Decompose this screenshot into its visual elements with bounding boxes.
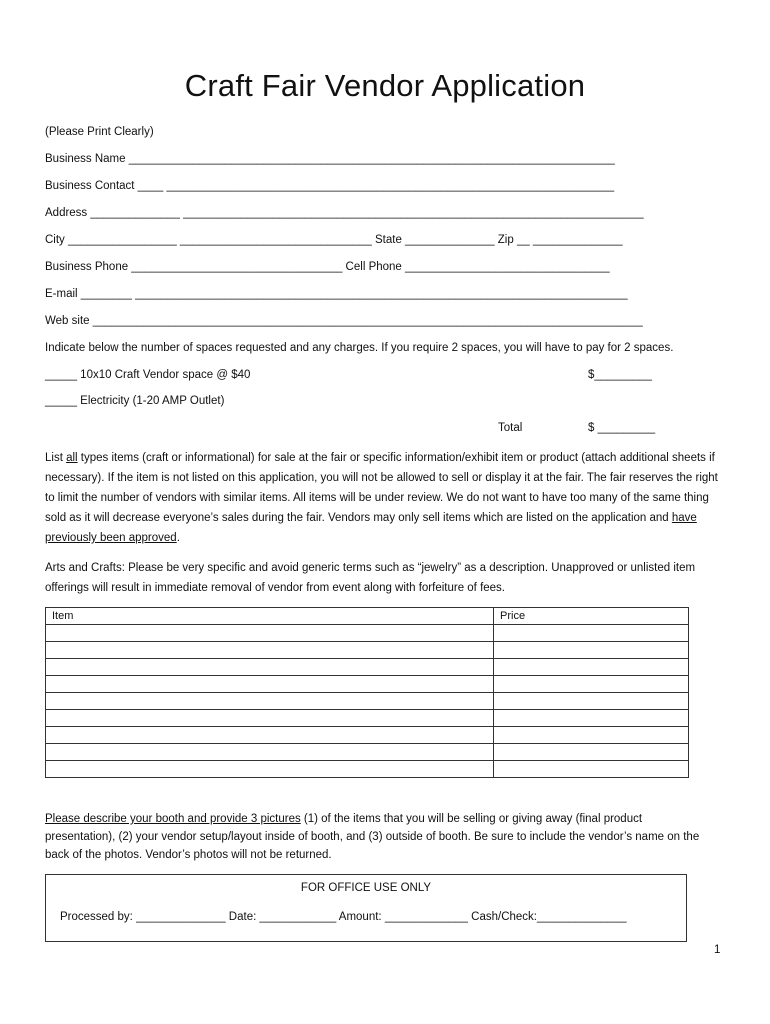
table-row (46, 642, 689, 659)
list-para-all: all (66, 452, 78, 464)
print-clearly-instruction: (Please Print Clearly) (45, 126, 154, 138)
page-number: 1 (714, 944, 721, 956)
table-row (46, 625, 689, 642)
office-use-fields[interactable]: Processed by: ______________ Date: ____________ Amount: _____________ Cash/Check:______________ (60, 911, 627, 923)
price-cell[interactable] (494, 727, 689, 744)
table-row (46, 744, 689, 761)
price-cell[interactable] (494, 744, 689, 761)
craft-space-option[interactable]: _____ 10x10 Craft Vendor space @ $40 (45, 369, 251, 381)
item-cell[interactable] (46, 761, 494, 778)
email-field[interactable]: E-mail ________ _____________________________________________________________________________ (45, 288, 628, 300)
page-title: Craft Fair Vendor Application (184, 68, 586, 103)
total-value[interactable]: $ _________ (588, 422, 656, 434)
item-column-header: Item (46, 608, 494, 625)
price-cell[interactable] (494, 710, 689, 727)
office-use-box (45, 874, 687, 942)
price-cell[interactable] (494, 625, 689, 642)
list-para-part1: List (45, 452, 67, 464)
list-para-part2: types items (craft or informational) for sale at the fair or specific information/exhibit item or product (attach additional sheets if necessary). If the item is not listed on this application, you will not be allowed to sell or display it at the fair. The fair reserves the right to limit the number of vendors with similar items. All items will be under review. We do not want to have too many of the same thing sold as it will decrease everyone’s sales during the fair. Vendors may only sell items which are listed on the application and (45, 452, 718, 524)
spaces-intro: Indicate below the number of spaces requested and any charges. If you require 2 spaces, you will have to pay for 2 spaces. (45, 342, 674, 354)
business-contact-field[interactable]: Business Contact ____ ______________________________________________________________________ (45, 180, 615, 192)
website-field[interactable]: Web site ______________________________________________________________________________________ (45, 315, 643, 327)
item-cell[interactable] (46, 659, 494, 676)
list-para-part3: . (176, 532, 180, 544)
item-cell[interactable] (46, 676, 494, 693)
describe-booth-rest: (1) of the items that you will be selling or giving away (final product presentation), (2) your vendor setup/layout inside of booth, and (3) outside of booth. Be sure to include the vendor’s name on the back of the photos. Vendor’s photos will not be returned. (45, 813, 700, 861)
price-cell[interactable] (494, 642, 689, 659)
price-cell[interactable] (494, 659, 689, 676)
price-cell[interactable] (494, 693, 689, 710)
describe-booth-paragraph (45, 810, 715, 864)
item-cell[interactable] (46, 727, 494, 744)
table-row (46, 710, 689, 727)
business-name-field[interactable]: Business Name ____________________________________________________________________________ (45, 153, 615, 165)
table-row (46, 676, 689, 693)
total-label: Total (498, 422, 523, 434)
table-row (46, 659, 689, 676)
table-row (46, 761, 689, 778)
price-cell[interactable] (494, 761, 689, 778)
table-row (46, 693, 689, 710)
address-field[interactable]: Address ______________ ________________________________________________________________________ (45, 207, 644, 219)
phone-fields[interactable]: Business Phone _________________________________ Cell Phone ________________________________ (45, 261, 610, 273)
office-use-heading: FOR OFFICE USE ONLY (300, 882, 432, 894)
electricity-option[interactable]: _____ Electricity (1-20 AMP Outlet) (45, 395, 225, 407)
list-items-paragraph (45, 448, 725, 548)
price-column-header: Price (494, 608, 689, 625)
item-cell[interactable] (46, 625, 494, 642)
item-cell[interactable] (46, 642, 494, 659)
items-table (45, 607, 689, 778)
city-state-zip-field[interactable]: City _________________ ______________________________ State ______________ Zip __ ______________ (45, 234, 623, 246)
price-cell[interactable] (494, 676, 689, 693)
arts-crafts-paragraph: Arts and Crafts: Please be very specific and avoid generic terms such as “jewelry” as a description. Unapproved or unlisted item offerings will result in immediate removal of vendor from event along with forfeiture of fees. (45, 562, 696, 594)
describe-booth-underlined: Please describe your booth and provide 3 pictures (45, 813, 301, 825)
list-para-approved: have previously been approved (45, 512, 697, 544)
table-header-row (46, 608, 689, 625)
item-cell[interactable] (46, 710, 494, 727)
craft-space-price[interactable]: $_________ (588, 369, 652, 381)
item-cell[interactable] (46, 744, 494, 761)
item-cell[interactable] (46, 693, 494, 710)
table-row (46, 727, 689, 744)
